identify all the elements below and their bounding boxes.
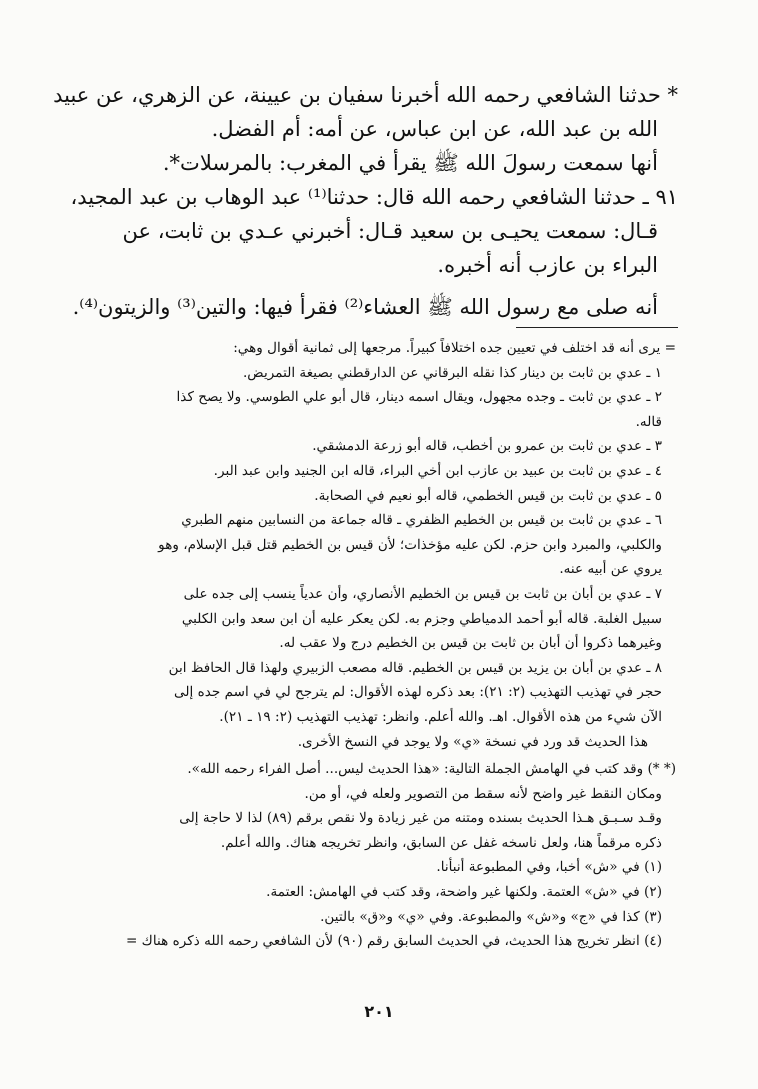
- hadith-line: أنه صلى مع رسول الله ﷺ العشاء⁽²⁾ فقرأ فيها: والتين⁽³⁾ والزيتون⁽⁴⁾.: [72, 295, 658, 319]
- footnote-line: ٨ ـ عدي بن أبان بن يزيد بن قيس بن الخطيم. قاله مصعب الزبيري ولهذا قال الحافظ ابن: [168, 659, 662, 676]
- footnote-line: وقـد سـبـق هـذا الحديث بسنده ومتنه من غير زيادة ولا نقص برقم (٨٩) لذا لا حاجة إلى: [179, 810, 662, 827]
- footnote-line: ١ ـ عدي بن ثابت بن دينار كذا نقله البرقاني عن الدارقطني بصيغة التمريض.: [242, 364, 662, 381]
- hadith-line: قـال: سمعت يحيـى بن سعيد قـال: أخبرني عـدي بن ثابت، عن: [122, 219, 658, 243]
- footnote-line: (٢) في «ش» العتمة. ولكنها غير واضحة، وقد كتب في الهامش: العتمة.: [266, 884, 662, 901]
- footnote-line: (* *) وقد كتب في الهامش الجملة التالية: «هذا الحديث ليس... أصل الفراء رحمه الله».: [187, 761, 676, 778]
- hadith-line: أنها سمعت رسولَ الله ﷺ يقرأ في المغرب: بالمرسلات*.: [162, 151, 658, 175]
- hadith-line: الله بن عبد الله، عن ابن عباس، عن أمه: أم الفضل.: [211, 117, 658, 141]
- footnote-line: ٥ ـ عدي بن ثابت بن قيس الخطمي، قاله أبو نعيم في الصحابة.: [314, 487, 662, 504]
- footnote-line: حجر في تهذيب التهذيب (٢: ٢١): بعد ذكره لهذه الأقوال: لم يترجح لي في اسم جده إلى: [174, 684, 662, 701]
- hadith-line: * حدثنا الشافعي رحمه الله أخبرنا سفيان بن عيينة، عن الزهري، عن عبيد: [53, 83, 678, 107]
- footnote-line: ذكره مرقماً هنا، ولعل ناسخه غفل عن السابق، وانظر تخريجه هناك. والله أعلم.: [220, 834, 662, 851]
- footnote-line: ٢ ـ عدي بن ثابت ـ وجده مجهول، ويقال اسمه دينار، قال أبو علي الطوسي. ولا يصح كذا: [176, 389, 662, 406]
- footnote-line: هذا الحديث قد ورد في نسخة «ي» ولا يوجد في النسخ الأخرى.: [297, 733, 648, 750]
- footnote-line: (٤) انظر تخريج هذا الحديث، في الحديث السابق رقم (٩٠) لأن الشافعي رحمه الله ذكره هناك =: [125, 933, 662, 950]
- footnote-separator: [516, 327, 678, 328]
- footnote-line: الآن شيء من هذه الأقوال. اهـ. والله أعلم. وانظر: تهذيب التهذيب (٢: ١٩ ـ ٢١).: [219, 708, 662, 725]
- hadith-main-text: [53, 78, 678, 324]
- footnote-line: سبيل الغلبة. قاله أبو أحمد الدمياطي وجزم به. لكن يعكر عليه أن ابن سعد وابن الكلبي: [181, 610, 662, 627]
- footnote-line: (١) في «ش» أخبا، وفي المطبوعة أنبأنا.: [436, 859, 662, 876]
- hadith-line: ٩١ ـ حدثنا الشافعي رحمه الله قال: حدثنا⁽¹⁾ عبد الوهاب بن عبد المجيد،: [70, 185, 678, 209]
- footnote-line: يروي عن أبيه عنه.: [559, 561, 662, 578]
- footnote-line: وغيرهما ذكروا أن أبان بن ثابت بن قيس بن الخطيم درج ولا عقب له.: [279, 635, 662, 652]
- footnote-line: ٤ ـ عدي بن ثابت بن عبيد بن عازب ابن أخي البراء، قاله ابن الجنيد وابن عبد البر.: [213, 462, 662, 479]
- footnote-line: ٧ ـ عدي بن أبان بن ثابت بن قيس بن الخطيم الأنصاري، وأن عدياً ينسب إلى جده على: [183, 585, 662, 602]
- footnote-line: والكلبي، والمبرد وابن حزم. لكن عليه مؤخذات؛ لأن قيس بن الخطيم قتل قبل الإسلام، وهو: [158, 536, 662, 553]
- footnote-line: ٣ ـ عدي بن ثابت بن عمرو بن أخطب، قاله أبو زرعة الدمشقي.: [312, 438, 662, 455]
- hadith-line: البراء بن عازب أنه أخبره.: [437, 253, 658, 277]
- footnote-line: ومكان النقط غير واضح لأنه سقط من التصوير ولعله في، أو من.: [304, 785, 662, 802]
- footnote-line: ٦ ـ عدي بن ثابت بن قيس بن الخطيم الظفري ـ قاله جماعة من النسابين منهم الطبري: [181, 512, 662, 529]
- footnote-line: قاله.: [635, 413, 662, 430]
- footnote-line: = يرى أنه قد اختلف في تعيين جده اختلافاً كبيراً. مرجعها إلى ثمانية أقوال وهي:: [233, 340, 676, 356]
- footnote-line: (٣) كذا في «ج» و«ش» والمطبوعة. وفي «ي» و«ق» بالتين.: [320, 908, 662, 925]
- footnotes: [104, 336, 676, 954]
- page-number: ٢٠١: [364, 1002, 394, 1021]
